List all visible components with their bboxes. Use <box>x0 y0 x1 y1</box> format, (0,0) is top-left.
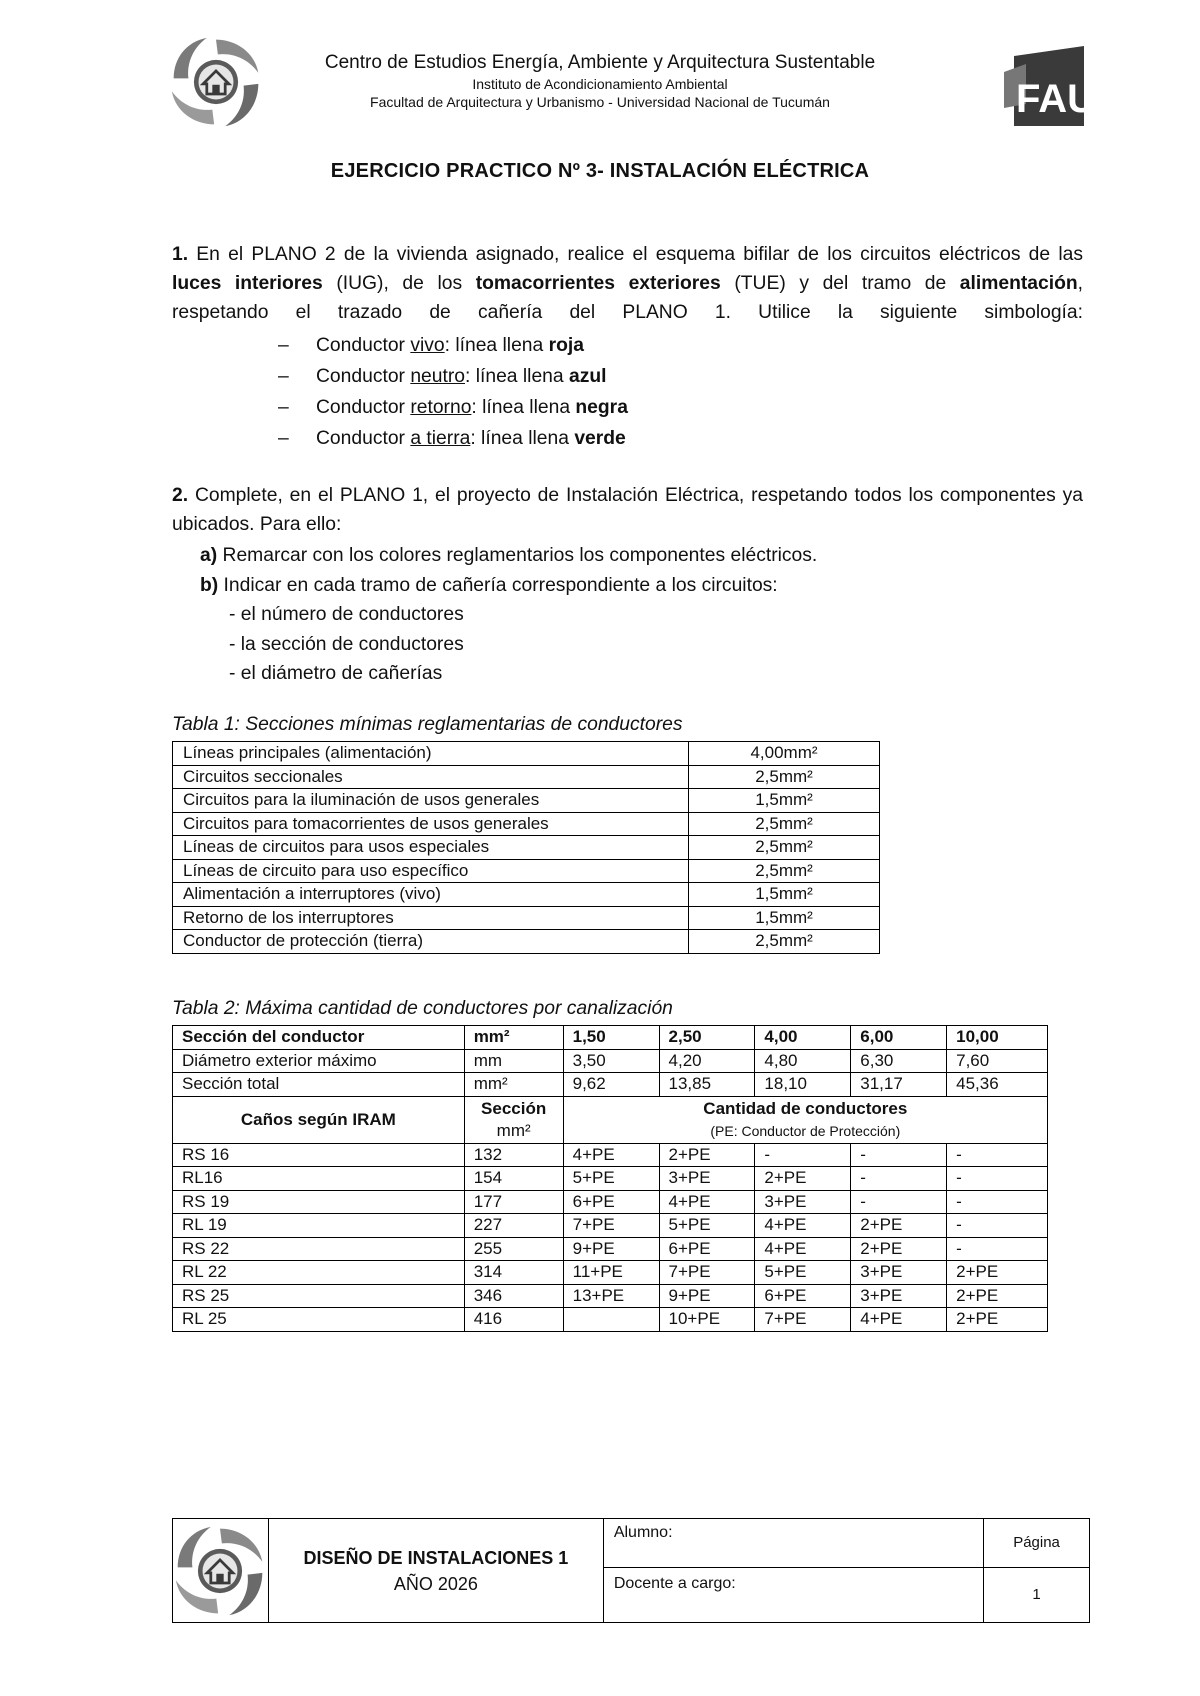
table-row <box>173 1190 1048 1214</box>
bullet-text: Conductor <box>316 428 411 449</box>
bullet-term: a tierra <box>410 428 471 449</box>
docente-field: Docente a cargo: <box>603 1568 983 1623</box>
header-center-name: Centro de Estudios Energía, Ambiente y Arquitectura Sustentable <box>324 52 876 73</box>
table-cell: 31,17 <box>851 1073 947 1097</box>
table-cell-value: 1,5mm² <box>689 789 880 813</box>
item-b <box>200 571 778 600</box>
table-cell-label: Líneas principales (alimentación) <box>173 742 689 766</box>
page-number: 1 <box>984 1568 1090 1623</box>
header-faculty: Facultad de Arquitectura y Urbanismo - Universidad Nacional de Tucumán <box>370 94 830 110</box>
table-cell: mm² <box>464 1073 563 1097</box>
footer-year: AÑO 2026 <box>393 1573 478 1594</box>
table-cell: - <box>851 1167 947 1191</box>
table-cell: 177 <box>464 1190 563 1214</box>
table-cell <box>563 1308 659 1332</box>
table-cell: 227 <box>464 1214 563 1238</box>
table-cell: 6,30 <box>851 1049 947 1073</box>
table-cell: 3+PE <box>851 1284 947 1308</box>
section-1-bold: luces interiores <box>172 273 323 294</box>
header-institute: Instituto de Acondicionamiento Ambiental <box>472 76 728 92</box>
table-cell: 416 <box>464 1308 563 1332</box>
table-row <box>173 906 880 930</box>
table-cell: 9+PE <box>659 1284 755 1308</box>
section-1-text: (TUE) y del tramo de <box>720 273 960 294</box>
table-cell: 18,10 <box>755 1073 851 1097</box>
section-1-bold: alimentación <box>959 273 1078 294</box>
table-cell: 7+PE <box>563 1214 659 1238</box>
table-cell-label: Conductor de protección (tierra) <box>173 930 689 954</box>
table-cell: 11+PE <box>563 1261 659 1285</box>
dash: – <box>278 397 289 418</box>
bullet-text: Conductor <box>316 397 411 418</box>
table-row <box>173 883 880 907</box>
table-cell: 3+PE <box>755 1190 851 1214</box>
table-cell-label: Líneas de circuito para uso específico <box>173 859 689 883</box>
table-row <box>173 1167 1048 1191</box>
pagina-label: Página <box>984 1519 1090 1568</box>
table-row <box>173 930 880 954</box>
table-cell-label: Alimentación a interruptores (vivo) <box>173 883 689 907</box>
table-cell: 9+PE <box>563 1237 659 1261</box>
bullet-text: : línea llena <box>444 335 549 356</box>
table-1-caption: Tabla 1: Secciones mínimas reglamentarias de conductores <box>172 714 683 735</box>
table-cell: RS 19 <box>173 1190 465 1214</box>
footer-course-cell <box>268 1519 603 1623</box>
table-cell: 7+PE <box>755 1308 851 1332</box>
canos-header: Caños según IRAM <box>173 1096 465 1143</box>
table-row <box>173 1143 1048 1167</box>
table-cell: 45,36 <box>947 1073 1048 1097</box>
table-cell-value: 2,5mm² <box>689 812 880 836</box>
bullet-text: : línea llena <box>471 397 576 418</box>
table-cell-label: Circuitos seccionales <box>173 765 689 789</box>
table-1 <box>172 741 880 954</box>
list-item: - el número de conductores <box>229 604 464 625</box>
table-cell: 4,80 <box>755 1049 851 1073</box>
table-row <box>173 1026 1048 1050</box>
table-cell-value: 2,5mm² <box>689 836 880 860</box>
bullet-color: roja <box>548 335 584 356</box>
table-cell-label: Retorno de los interruptores <box>173 906 689 930</box>
footer-logo-cell <box>173 1519 269 1623</box>
table-cell: - <box>947 1190 1048 1214</box>
table-2 <box>172 1025 1048 1332</box>
table-row <box>173 1214 1048 1238</box>
table-cell: 6+PE <box>659 1237 755 1261</box>
table-cell: 4,20 <box>659 1049 755 1073</box>
table-cell: 2+PE <box>659 1143 755 1167</box>
seccion-unit: mm² <box>496 1120 531 1140</box>
table-cell: 2+PE <box>851 1214 947 1238</box>
bullet-text: Conductor <box>316 366 411 387</box>
table-cell: 154 <box>464 1167 563 1191</box>
table-cell: - <box>755 1143 851 1167</box>
table-cell: 2,50 <box>659 1026 755 1050</box>
cantidad-note: (PE: Conductor de Protección) <box>710 1122 901 1139</box>
table-cell: 3+PE <box>659 1167 755 1191</box>
table-cell: 7+PE <box>659 1261 755 1285</box>
section-2-text: Complete, en el PLANO 1, el proyecto de Instalación Eléctrica, respetando todos los componentes ya ubicados. Para ello: <box>172 485 1083 535</box>
table-cell: 4+PE <box>563 1143 659 1167</box>
table-cell: 5+PE <box>755 1261 851 1285</box>
fau-logo-icon <box>1004 46 1096 126</box>
table-row <box>173 1049 1048 1073</box>
table-cell-value: 2,5mm² <box>689 859 880 883</box>
footer-table <box>172 1518 1090 1623</box>
table-cell: RS 16 <box>173 1143 465 1167</box>
table-cell: RL 19 <box>173 1214 465 1238</box>
table-cell-value: 1,5mm² <box>689 906 880 930</box>
table-cell: - <box>947 1214 1048 1238</box>
seccion-label: Sección <box>481 1098 547 1118</box>
dash: – <box>278 428 289 449</box>
section-1-text: , respetando el trazado de cañería del PLANO 1. Utilice la siguiente simbología: <box>172 273 1084 323</box>
table-row <box>173 789 880 813</box>
table-cell: mm <box>464 1049 563 1073</box>
table-cell-value: 4,00mm² <box>689 742 880 766</box>
table-cell: 4+PE <box>755 1214 851 1238</box>
list-item: - la sección de conductores <box>229 633 464 655</box>
table-cell: RL 22 <box>173 1261 465 1285</box>
alumno-field: Alumno: <box>603 1519 983 1568</box>
table-row <box>173 742 880 766</box>
table-cell: 132 <box>464 1143 563 1167</box>
table-cell: 5+PE <box>659 1214 755 1238</box>
section-1-text: En el PLANO 2 de la vivienda asignado, realice el esquema bifilar de los circuitos eléctricos de las <box>188 244 1083 265</box>
dash: – <box>278 335 289 356</box>
table-cell: 2+PE <box>851 1237 947 1261</box>
dash: – <box>278 366 289 387</box>
table-cell: 6+PE <box>563 1190 659 1214</box>
table-cell: RS 25 <box>173 1284 465 1308</box>
table-cell: 346 <box>464 1284 563 1308</box>
table-cell-value: 2,5mm² <box>689 930 880 954</box>
table-cell: - <box>851 1143 947 1167</box>
table-cell: 6+PE <box>755 1284 851 1308</box>
page-title: EJERCICIO PRACTICO Nº 3- INSTALACIÓN ELÉCTRICA <box>330 160 870 182</box>
table-cell: Diámetro exterior máximo <box>173 1049 465 1073</box>
table-row <box>173 1261 1048 1285</box>
table-cell: 314 <box>464 1261 563 1285</box>
bullet-color: verde <box>574 428 626 449</box>
house-swirl-logo-icon <box>174 1525 266 1617</box>
table-cell: 13+PE <box>563 1284 659 1308</box>
list-item <box>278 392 628 423</box>
table-row <box>173 836 880 860</box>
table-cell: Sección del conductor <box>173 1026 465 1050</box>
table-row <box>173 1073 1048 1097</box>
table-cell: mm² <box>464 1026 563 1050</box>
table-cell: 13,85 <box>659 1073 755 1097</box>
table-cell: 10+PE <box>659 1308 755 1332</box>
table-cell-label: Líneas de circuitos para usos especiales <box>173 836 689 860</box>
item-b-list <box>229 600 464 689</box>
footer-course: DISEÑO DE INSTALACIONES 1 <box>303 1547 569 1568</box>
section-1-bold: tomacorrientes exteriores <box>475 273 721 294</box>
item-b-label: b) <box>200 575 219 596</box>
bullet-color: azul <box>568 366 607 387</box>
table-cell: 6,00 <box>851 1026 947 1050</box>
table-row <box>173 812 880 836</box>
table-row <box>173 859 880 883</box>
bullet-term: retorno <box>410 397 472 418</box>
table-cell: 2+PE <box>947 1308 1048 1332</box>
table-2-caption: Tabla 2: Máxima cantidad de conductores por canalización <box>172 998 673 1019</box>
table-cell: 5+PE <box>563 1167 659 1191</box>
table-cell-value: 2,5mm² <box>689 765 880 789</box>
bullet-term: neutro <box>410 366 465 387</box>
cantidad-header <box>563 1096 1047 1143</box>
section-1-text: (IUG), de los <box>322 273 476 294</box>
list-item: - el diámetro de cañerías <box>229 663 443 684</box>
bullet-term: vivo <box>410 335 445 356</box>
list-item <box>278 423 628 454</box>
table-cell: - <box>851 1190 947 1214</box>
table-cell-value: 1,5mm² <box>689 883 880 907</box>
table-cell: 4+PE <box>755 1237 851 1261</box>
list-item <box>278 330 628 361</box>
bullet-text: : línea llena <box>470 428 575 449</box>
table-cell-label: Circuitos para tomacorrientes de usos generales <box>173 812 689 836</box>
table-cell: 3+PE <box>851 1261 947 1285</box>
section-2-number: 2. <box>172 485 189 506</box>
table-cell: - <box>947 1143 1048 1167</box>
bullet-text: Conductor <box>316 335 411 356</box>
seccion-header <box>464 1096 563 1143</box>
table-cell: RL16 <box>173 1167 465 1191</box>
bullet-text: : línea llena <box>465 366 569 387</box>
section-2 <box>172 481 1083 539</box>
table-cell: RS 22 <box>173 1237 465 1261</box>
bullet-color: negra <box>575 397 628 418</box>
table-row <box>173 1308 1048 1332</box>
table-cell: 9,62 <box>563 1073 659 1097</box>
table-cell: 3,50 <box>563 1049 659 1073</box>
table-cell: - <box>947 1237 1048 1261</box>
table-cell: 4+PE <box>659 1190 755 1214</box>
list-item <box>278 361 628 392</box>
table-cell-label: Circuitos para la iluminación de usos generales <box>173 789 689 813</box>
table-cell: 10,00 <box>947 1026 1048 1050</box>
section-1-number: 1. <box>172 244 189 265</box>
table-row <box>173 1284 1048 1308</box>
table-cell: - <box>947 1167 1048 1191</box>
section-1 <box>172 240 1083 327</box>
table-cell: 2+PE <box>947 1261 1048 1285</box>
table-row <box>173 1237 1048 1261</box>
table-cell: 1,50 <box>563 1026 659 1050</box>
item-a <box>200 541 817 570</box>
table-cell: 2+PE <box>755 1167 851 1191</box>
table-row <box>173 765 880 789</box>
item-a-label: a) <box>200 545 218 566</box>
table-cell: 4,00 <box>755 1026 851 1050</box>
table-cell: 255 <box>464 1237 563 1261</box>
cantidad-label: Cantidad de conductores <box>703 1098 908 1118</box>
table-cell: RL 25 <box>173 1308 465 1332</box>
table-cell: 4+PE <box>851 1308 947 1332</box>
table-cell: Sección total <box>173 1073 465 1097</box>
table-cell: 7,60 <box>947 1049 1048 1073</box>
fau-logo-text: FAU <box>1016 77 1096 121</box>
symbology-list <box>278 330 628 454</box>
table-row <box>173 1096 1048 1143</box>
item-b-text: Indicar en cada tramo de cañería correspondiente a los circuitos: <box>218 575 778 596</box>
item-a-text: Remarcar con los colores reglamentarios los componentes eléctricos. <box>217 545 818 566</box>
table-cell: 2+PE <box>947 1284 1048 1308</box>
